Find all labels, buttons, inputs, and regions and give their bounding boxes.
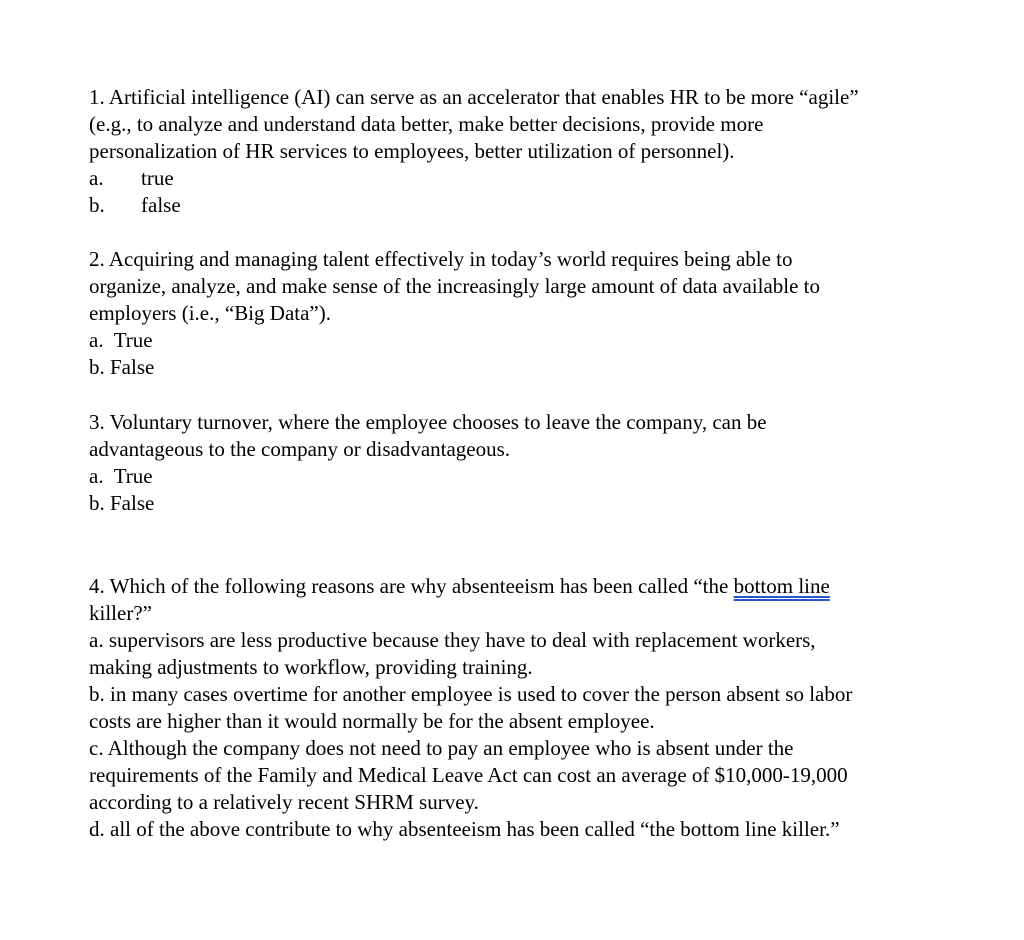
question-2-stem (89, 246, 969, 327)
question-2-stem-line: employers (i.e., “Big Data”). (89, 301, 331, 325)
option-letter: a. (89, 464, 104, 488)
question-4-option-a-line: a. supervisors are less productive because they have to deal with replacement workers, (89, 628, 816, 652)
question-3 (89, 409, 969, 517)
question-4-stem-line (89, 573, 969, 600)
question-3-stem (89, 409, 969, 463)
question-4-option-b-line: costs are higher than it would normally be for the absent employee. (89, 709, 655, 733)
option-letter: a. (89, 328, 104, 352)
option-text: False (110, 491, 155, 515)
question-4-option-b-line: b. in many cases overtime for another employee is used to cover the person absent so labor (89, 682, 853, 706)
question-3-stem-line: 3. Voluntary turnover, where the employee chooses to leave the company, can be (89, 410, 767, 434)
question-4-stem-line: killer?” (89, 601, 152, 625)
option-letter: b. (89, 193, 105, 217)
question-4-option-c-line: c. Although the company does not need to pay an employee who is absent under the (89, 736, 794, 760)
question-2-stem-line: organize, analyze, and make sense of the increasingly large amount of data available to (89, 274, 821, 298)
option-text: true (141, 166, 174, 190)
question-4 (89, 573, 969, 843)
option-text: True (113, 328, 153, 352)
option-text: True (113, 464, 153, 488)
option-letter: a. (89, 166, 104, 190)
question-4-stem (89, 573, 969, 627)
question-2-option-a (89, 327, 969, 354)
question-1-stem-line: (e.g., to analyze and understand data better, make better decisions, provide more (89, 112, 764, 136)
question-3-stem-line: advantageous to the company or disadvantageous. (89, 437, 511, 461)
question-4-option-a-line: making adjustments to workflow, providing training. (89, 655, 533, 679)
question-4-option-d-line: d. all of the above contribute to why absenteeism has been called “the bottom line killer.” (89, 817, 840, 841)
question-4-option-c-line: requirements of the Family and Medical Leave Act can cost an average of $10,000-19,000 (89, 763, 848, 787)
question-2 (89, 246, 969, 381)
spellcheck-underlined-phrase: bottom line (733, 574, 830, 598)
option-letter: b. (89, 355, 105, 379)
question-1-stem (89, 84, 969, 165)
question-3-option-b (89, 490, 969, 517)
question-2-stem-line: 2. Acquiring and managing talent effectively in today’s world requires being able to (89, 247, 793, 271)
option-letter: b. (89, 491, 105, 515)
question-1-stem-line: personalization of HR services to employees, better utilization of personnel). (89, 139, 735, 163)
question-1-option-a (89, 165, 969, 192)
question-4-option-c-line: according to a relatively recent SHRM survey. (89, 790, 479, 814)
question-2-option-b (89, 354, 969, 381)
question-3-option-a (89, 463, 969, 490)
question-1-option-b (89, 192, 969, 219)
option-text: false (141, 193, 181, 217)
option-text: False (110, 355, 155, 379)
question-1-stem-line: 1. Artificial intelligence (AI) can serve as an accelerator that enables HR to be more “agile” (89, 85, 859, 109)
question-1 (89, 84, 969, 219)
question-4-stem-text: 4. Which of the following reasons are why absenteeism has been called “the (89, 574, 734, 598)
